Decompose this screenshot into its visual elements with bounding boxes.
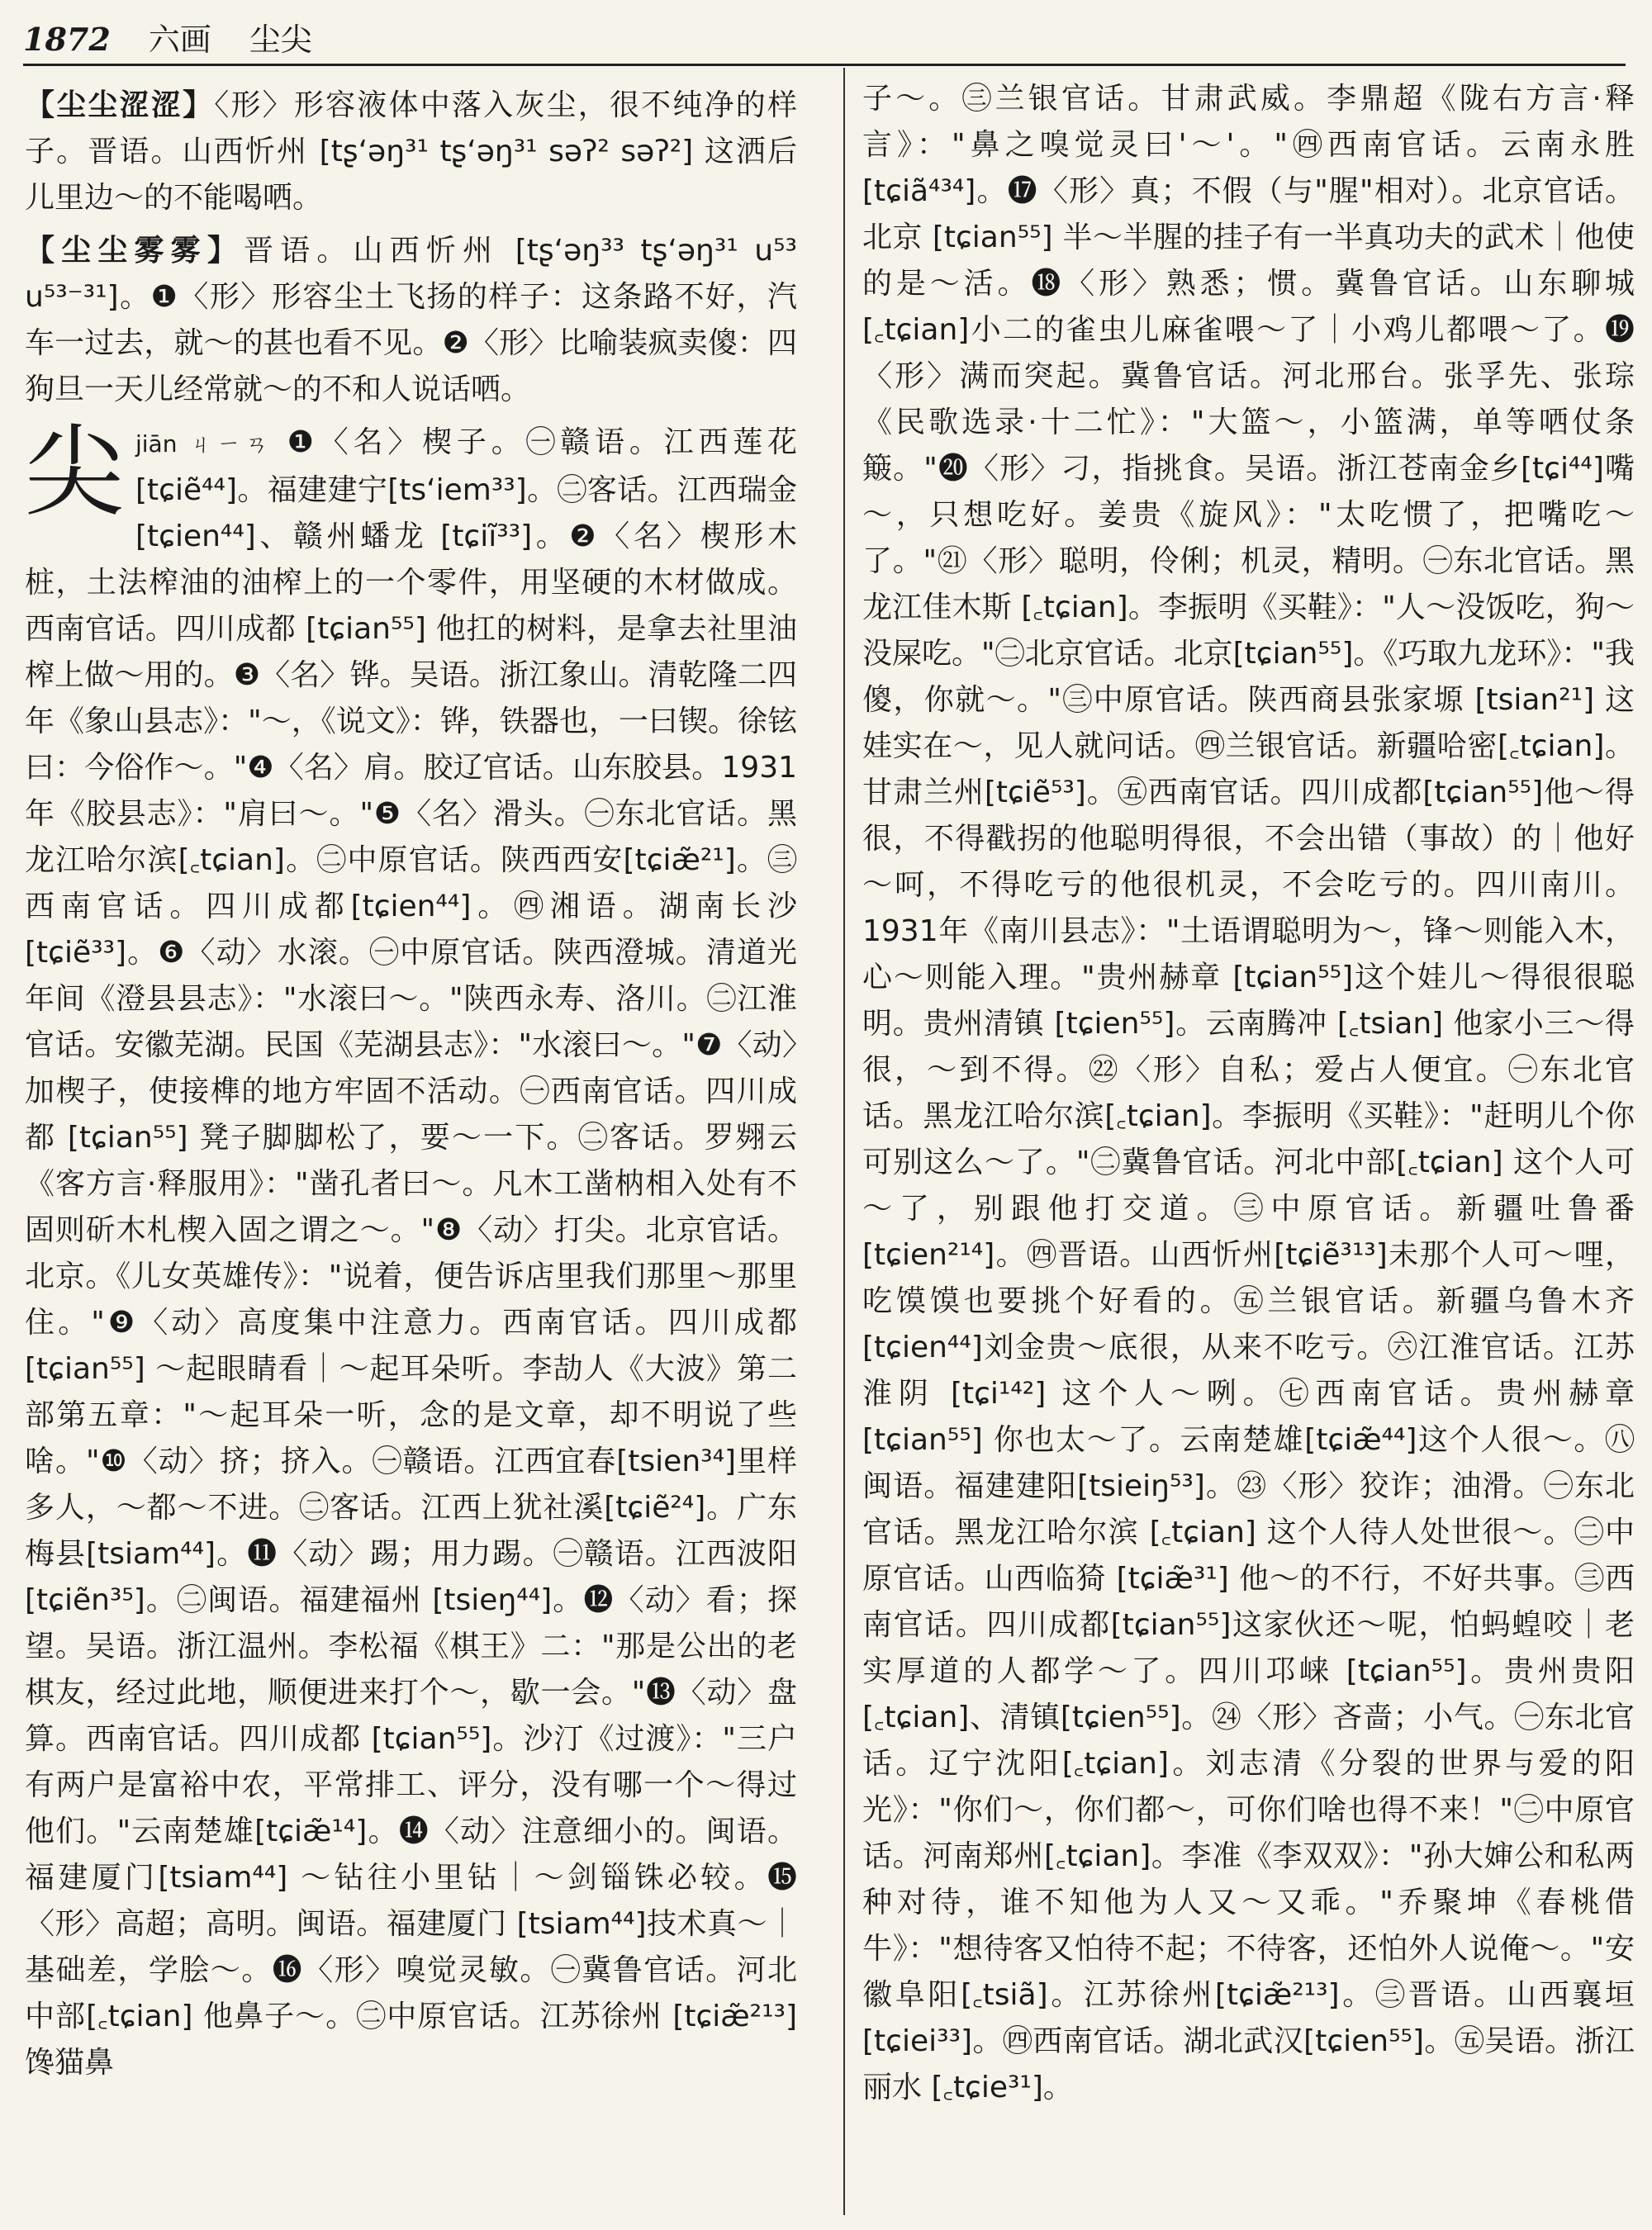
entry-definition: 〈形〉形容液体中落入灰尘，很不纯净的样子。晋语。山西忻州 [tʂʻəŋ³¹ tʂʻəŋ³¹ səʔ² səʔ²] 这洒后儿里边～的不能喝哂。: [25, 88, 797, 215]
entry-headword: 【尘尘雾雾】: [25, 234, 244, 268]
pronunciation: jiān ㄐㄧㄢ: [135, 430, 273, 458]
entry-chenchen-sese: [25, 83, 797, 221]
entry-headword: 【尘尘涩涩】: [25, 88, 215, 122]
entry-definition-left: ❶〈名〉楔子。㊀赣语。江西莲花[tɕiẽ⁴⁴]。福建建宁[tsʻiem³³]。㊁客话。江西瑞金 [tɕien⁴⁴]、赣州蟠龙 [tɕiĩ³³]。❷〈名〉楔形木桩，土法榨油的油榨上的一个零件，用坚硬的木材做成。西南官话。四川成都 [tɕian⁵⁵] 他扛的树料，是拿去社里油榨上做～用的。❸〈名〉铧。吴语。浙江象山。清乾隆二四年《象山县志》："～，《说文》：铧，铁器也，一曰锲。徐铉曰：今俗作～。"❹〈名〉肩。胶辽官话。山东胶县。1931年《胶县志》："肩曰～。"❺〈名〉滑头。㊀东北官话。黑龙江哈尔滨[꜀tɕian]。㊁中原官话。陕西西安[tɕiæ̃²¹]。㊂西南官话。四川成都[tɕien⁴⁴]。㊃湘语。湖南长沙[tɕiẽ³³]。❻〈动〉水滚。㊀中原官话。陕西澄城。清道光年间《澄县县志》："水滚曰～。"陕西永寿、洛川。㊁江淮官话。安徽芜湖。民国《芜湖县志》："水滚曰～。"❼〈动〉加楔子，使接榫的地方牢固不活动。㊀西南官话。四川成都 [tɕian⁵⁵] 凳子脚脚松了，要～一下。㊁客话。罗翙云《客方言·释服用》："凿孔者曰～。凡木工凿枘相入处有不固则斫木札楔入固之谓之～。"❽〈动〉打尖。北京官话。北京。《儿女英雄传》："说着，便告诉店里我们那里～那里住。"❾〈动〉高度集中注意力。西南官话。四川成都[tɕian⁵⁵] ～起眼睛看｜～起耳朵听。李劼人《大波》第二部第五章："～起耳朵一听，念的是文章，却不明说了些啥。"❿〈动〉挤；挤入。㊀赣语。江西宜春[tsien³⁴]里样多人，～都～不进。㊁客话。江西上犹社溪[tɕiẽ²⁴]。广东梅县[tsiam⁴⁴]。⓫〈动〉踢；用力踢。㊀赣语。江西波阳 [tɕiẽn³⁵]。㊁闽语。福建福州 [tsieŋ⁴⁴]。⓬〈动〉看；探望。吴语。浙江温州。李松福《棋王》二："那是公出的老棋友，经过此地，顺便进来打个～，歇一会。"⓭〈动〉盘算。西南官话。四川成都 [tɕian⁵⁵]。沙汀《过渡》："三户有两户是富裕中农，平常排工、评分，没有哪一个～得过他们。"云南楚雄[tɕiæ̃¹⁴]。⓮〈动〉注意细小的。闽语。福建厦门[tsiam⁴⁴] ～钻往小里钻｜～剑锱铢必较。⓯〈形〉高超；高明。闽语。福建厦门 [tsiam⁴⁴]技术真～｜基础差，学脍～。⓰〈形〉嗅觉灵敏。㊀冀鲁官话。河北中部[꜀tɕian] 他鼻子～。㊁中原官话。江苏徐州 [tɕiæ̃²¹³] 馋猫鼻: [25, 425, 797, 2080]
right-column: [862, 76, 1635, 2118]
headword-range: 尘尖: [249, 21, 312, 58]
left-column: [25, 83, 797, 2093]
entry-definition: 晋语。山西忻州 [tʂʻəŋ³³ tʂʻəŋ³¹ u⁵³ u⁵³⁻³¹]。❶〈形〉形容尘土飞扬的样子：这条路不好，汽车一过去，就～的甚也看不见。❷〈形〉比喻装疯卖傻：四狗旦一天儿经常就～的不和人说话哂。: [25, 234, 797, 406]
entry-jian: [25, 415, 797, 2086]
section-label: 六画: [148, 21, 211, 58]
entry-definition-right: 子～。㊂兰银官话。甘肃武威。李鼎超《陇右方言·释言》："鼻之嗅觉灵曰'～'。"㊃西南官话。云南永胜[tɕiã⁴³⁴]。⓱〈形〉真；不假（与"腥"相对）。北京官话。北京 [tɕian⁵⁵] 半～半腥的挂子有一半真功夫的武术｜他使的是～活。⓲〈形〉熟悉；惯。冀鲁官话。山东聊城 [꜀tɕian]小二的雀虫儿麻雀喂～了｜小鸡儿都喂～了。⓳〈形〉满而突起。冀鲁官话。河北邢台。张孚先、张琮《民歌选录·十二忙》："大篮～，小篮满，单等哂仗条簸。"⓴〈形〉刁，指挑食。吴语。浙江苍南金乡[tɕi⁴⁴]嘴～，只想吃好。姜贵《旋风》："太吃惯了，把嘴吃～了。"㉑〈形〉聪明，伶俐；机灵，精明。㊀东北官话。黑龙江佳木斯 [꜀tɕian]。李振明《买鞋》："人～没饭吃，狗～没屎吃。"㊁北京官话。北京[tɕian⁵⁵]。《巧取九龙环》："我傻，你就～。"㊂中原官话。陕西商县张家塬 [tsian²¹] 这娃实在～，见人就问话。㊃兰银官话。新疆哈密[꜀tɕian]。甘肃兰州[tɕiẽ⁵³]。㊄西南官话。四川成都[tɕian⁵⁵]他～得很，不得戳拐的他聪明得很，不会出错（事故）的｜他好～呵，不得吃亏的他很机灵，不会吃亏的。四川南川。1931年《南川县志》："土语谓聪明为～，锋～则能入木，心～则能入理。"贵州赫章 [tɕian⁵⁵]这个娃儿～得很很聪明。贵州清镇 [tɕien⁵⁵]。云南腾冲 [꜀tsian] 他家小三～得很，～到不得。㉒〈形〉自私；爱占人便宜。㊀东北官话。黑龙江哈尔滨[꜀tɕian]。李振明《买鞋》："赶明儿个你可别这么～了。"㊁冀鲁官话。河北中部[꜀tɕian] 这个人可～了，别跟他打交道。㊂中原官话。新疆吐鲁番 [tɕien²¹⁴]。㊃晋语。山西忻州[tɕiẽ³¹³]未那个人可～哩，吃馍馍也要挑个好看的。㊄兰银官话。新疆乌鲁木齐[tɕien⁴⁴]刘金贵～底很，从来不吃亏。㊅江淮官话。江苏淮阴 [tɕi¹⁴²] 这个人～咧。㊆西南官话。贵州赫章 [tɕian⁵⁵] 你也太～了。云南楚雄[tɕiæ̃⁴⁴]这个人很～。㊇闽语。福建建阳[tsieiŋ⁵³]。㉓〈形〉狡诈；油滑。㊀东北官话。黑龙江哈尔滨 [꜀tɕian] 这个人待人处世很～。㊁中原官话。山西临猗 [tɕiæ̃³¹] 他～的不行，不好共事。㊂西南官话。四川成都[tɕian⁵⁵]这家伙还～呢，怕蚂蝗咬｜老实厚道的人都学～了。四川邛崃 [tɕian⁵⁵]。贵州贵阳[꜀tɕian]、清镇[tɕien⁵⁵]。㉔〈形〉吝啬；小气。㊀东北官话。辽宁沈阳[꜀tɕian]。刘志清《分裂的世界与爱的阳光》："你们～，你们都～，可你们啥也得不来！"㊁中原官话。河南郑州[꜀tɕian]。李准《李双双》："孙大婶公和私两种对待，谁不知他为人又～又乖。"乔聚坤《春桃借牛》："想待客又怕待不起；不待客，还怕外人说俺～。"安徽阜阳[꜀tsiã]。江苏徐州[tɕiæ̃²¹³]。㊂晋语。山西襄垣 [tɕiei³³]。㊃西南官话。湖北武汉[tɕien⁵⁵]。㊄吴语。浙江丽水 [꜀tɕie³¹]。: [862, 82, 1635, 2104]
page-number: 1872: [23, 21, 111, 58]
column-divider: [843, 68, 845, 2215]
page-header: [23, 18, 1626, 66]
entry-chenchen-wuwu: [25, 228, 797, 413]
main-headword: 尖: [25, 415, 124, 530]
